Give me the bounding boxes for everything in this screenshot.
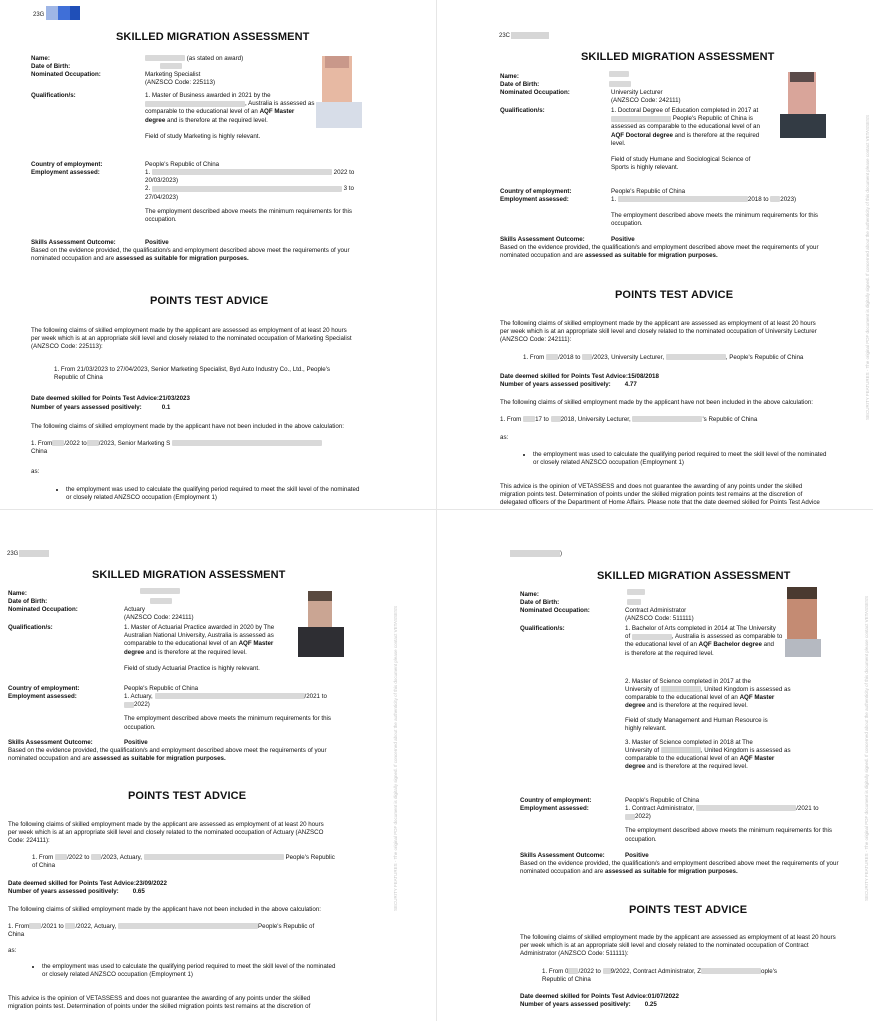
page-title: SKILLED MIGRATION ASSESSMENT: [116, 31, 310, 43]
logo-redacted: [34, 6, 80, 20]
claims-intro: The following claims of skilled employment made by the applicant are assessed as employment of at least 20 hours per week which is at an appropriate skill level and closely related to the nominated occupation of University Lecturer (ANZSCO Code: 242111):: [500, 320, 817, 344]
employment-text: 1. 2018 to 2023) The employment described above meets the minimum requirements for this occupation.: [611, 196, 819, 228]
points-test-title: POINTS TEST ADVICE: [629, 904, 748, 916]
occupation-value: University Lecturer: [611, 89, 663, 96]
employment-text: 1. Actuary, /2021 to 2022) The employment described above meets the minimum requirements for this occupation.: [124, 693, 332, 731]
country-label: Country of employment:: [500, 188, 572, 195]
name-label: Name:: [500, 73, 519, 80]
not-included-intro: The following claims of skilled employment made by the applicant have not been included in the above calculation:: [8, 906, 321, 913]
country-label: Country of employment:: [520, 797, 592, 804]
dob-label: Date of Birth:: [31, 63, 71, 70]
years-assessed: Number of years assessed positively: 4.77: [500, 381, 637, 388]
reference-number: 23C: [499, 32, 549, 41]
outcome-label: Skills Assessment Outcome:: [8, 739, 93, 746]
qualification-label: Qualification/s:: [8, 624, 53, 631]
page-title: SKILLED MIGRATION ASSESSMENT: [597, 570, 791, 582]
employment-label: Employment assessed:: [31, 169, 100, 176]
points-test-title: POINTS TEST ADVICE: [615, 289, 734, 301]
name-value-redacted: [140, 588, 180, 596]
qualification-text: 1. Master of Actuarial Practice awarded in 2020 by The Australian National University, Australia is assessed as comparable to the educational level of an AQF Master degree and is therefore at the required level. Field of study Actuarial Practice is highly relevant.: [124, 624, 275, 672]
reference-number: 23G: [7, 550, 49, 559]
outcome-value: Positive: [145, 239, 169, 246]
country-value: People's Republic of China: [124, 685, 199, 692]
security-side-note: SECURITY FEATURES - The original PDF document is digitally signed. If concerned about the authenticity of this document please contact VETASSESS: [865, 114, 870, 420]
document-page-contract-administrator: [437, 511, 873, 1021]
outcome-statement: Based on the evidence provided, the qualification/s and employment described above meet the requirements of your nominated occupation and are assessed as suitable for migration purposes.: [500, 244, 819, 260]
anzsco-code: (ANZSCO Code: 242111): [611, 97, 681, 104]
qualification-text: 1. Bachelor of Arts completed in 2014 at The University of , Australia is assessed as comparable to the educational level of an AQF Bachelor degree and is therefore at the required level. 2. Master of Science completed in 2017 at the University of , United Kingdom is assessed as comparable to the educational level of an AQF Master degree and is therefore at the required level. Field of study Management and Human Resource is highly relevant. 3. Master of Science completed in 2018 at The University of , United Kingdom is assessed as comparable to the educational level of an AQF Master degree and is therefore at the required level.: [625, 625, 791, 771]
reference-number: ): [509, 550, 562, 559]
name-label: Name:: [8, 590, 27, 597]
dob-label: Date of Birth:: [500, 81, 540, 88]
claims-intro: The following claims of skilled employment made by the applicant are assessed as employment of at least 20 hours per week which is at an appropriate skill level and closely related to the nominated occupation of Contract Administrator (ANZSCO Code: 511111):: [520, 934, 836, 958]
outcome-value: Positive: [625, 852, 649, 859]
name-label: Name:: [520, 591, 539, 598]
occupation-value: Actuary: [124, 606, 145, 613]
security-side-note: SECURITY FEATURES - The original PDF document is digitally signed. If concerned about the authenticity of this document please contact VETASSESS: [864, 595, 869, 901]
qualification-label: Qualification/s:: [520, 625, 565, 632]
bullet-list: • the employment was used to calculate the qualifying period required to meet the skill level of the nominated or closely related ANZSCO occupation (Employment 1): [519, 451, 859, 467]
outcome-statement: Based on the evidence provided, the qualification/s and employment described above meet the requirements of your nominated occupation and are assessed as suitable for migration purposes.: [8, 747, 327, 763]
outcome-statement: Based on the evidence provided, the qualification/s and employment described above meet the requirements of your nominated occupation and are assessed as suitable for migration purposes.: [31, 247, 350, 263]
outcome-value: Positive: [611, 236, 635, 243]
qualification-label: Qualification/s:: [500, 107, 545, 114]
applicant-photo-pixelated: [312, 52, 364, 128]
country-label: Country of employment:: [31, 161, 103, 168]
security-side-note: SECURITY FEATURES - The original PDF document is digitally signed. If concerned about the authenticity of this document please contact VETASSESS: [393, 605, 398, 911]
claim-item: 1. From 21/03/2023 to 27/04/2023, Senior Marketing Specialist, Byd Auto Industry Co., Ltd., People's Republic of China: [54, 366, 330, 382]
advice-disclaimer: This advice is the opinion of VETASSESS and does not guarantee the awarding of any points under the skilled migration points test. Determination of points under the skilled migration points test remains at the discretion of delegated officers of the Department of Home Affairs. Please note that the date deemed skilled for Points Test Advice: [500, 483, 820, 507]
dob-value-redacted: [627, 599, 641, 607]
years-assessed: Number of years assessed positively: 0.1: [31, 404, 171, 411]
document-page-university-lecturer: [437, 0, 873, 508]
occupation-label: Nominated Occupation:: [8, 606, 78, 613]
reference-number: 23G: [33, 12, 45, 18]
qualification-text: 1. Master of Business awarded in 2021 by the , Australia is assessed as comparable to the educational level of an AQF Master degree and is therefore at the required level. Field of study Marketing is highly relevant.: [145, 92, 315, 140]
occupation-label: Nominated Occupation:: [31, 71, 101, 78]
as-label: as:: [500, 434, 509, 441]
applicant-photo-pixelated: [783, 585, 823, 657]
deemed-skilled: Date deemed skilled for Points Test Advice:21/03/2023: [31, 395, 190, 402]
dob-value-redacted: [609, 81, 631, 89]
name-label: Name:: [31, 55, 50, 62]
document-page-marketing-specialist: [0, 0, 436, 508]
employment-label: Employment assessed:: [8, 693, 77, 700]
claims-intro: The following claims of skilled employment made by the applicant are assessed as employment of at least 20 hours per week which is at an appropriate skill level and closely related to the nominated occupation of Actuary (ANZSCO Code: 224111):: [8, 821, 324, 845]
claims-intro: The following claims of skilled employment made by the applicant are assessed as employment of at least 20 hours per week which is at an appropriate skill level and closely related to the nominated occupation of Marketing Specialist (ANZSCO Code: 225113):: [31, 327, 352, 351]
country-value: People's Republic of China: [625, 797, 700, 804]
employment-label: Employment assessed:: [520, 805, 589, 812]
qualification-label: Qualification/s:: [31, 92, 76, 99]
qualification-text: 1. Doctoral Degree of Education completed in 2017 at People's Republic of China is assessed as comparable to the educational level of an AQF Doctoral degree and is therefore at the required level. Field of study Humane and Sociological Science of Sports is highly relevant.: [611, 107, 760, 172]
outcome-value: Positive: [124, 739, 148, 746]
horizontal-divider: [0, 509, 873, 510]
deemed-skilled: Date deemed skilled for Points Test Advice:01/07/2022: [520, 993, 679, 1000]
name-value-redacted: [627, 589, 645, 597]
points-test-title: POINTS TEST ADVICE: [150, 295, 269, 307]
dob-value-redacted: [160, 63, 182, 71]
claim-item: 1. From 0 /2022 to 9/2022, Contract Administrator, Z ople's Republic of China: [542, 968, 778, 984]
points-test-title: POINTS TEST ADVICE: [128, 790, 247, 802]
outcome-label: Skills Assessment Outcome:: [31, 239, 116, 246]
page-title: SKILLED MIGRATION ASSESSMENT: [581, 51, 775, 63]
as-label: as:: [31, 468, 40, 475]
advice-disclaimer: This advice is the opinion of VETASSESS and does not guarantee the awarding of any points under the skilled migration points test. Determination of points under the skilled migration points test remains at the discretion of: [8, 995, 311, 1011]
dob-label: Date of Birth:: [8, 598, 48, 605]
outcome-label: Skills Assessment Outcome:: [500, 236, 585, 243]
employment-text: 1. Contract Administrator, /2021 to 2022) The employment described above meets the minimum requirements for this occupation.: [625, 805, 833, 843]
not-included-item: 1. From 17 to 2018, University Lecturer, 's Republic of China: [500, 416, 758, 423]
country-value: People's Republic of China: [611, 188, 686, 195]
dob-label: Date of Birth:: [520, 599, 560, 606]
occupation-label: Nominated Occupation:: [500, 89, 570, 96]
years-assessed: Number of years assessed positively: 0.25: [520, 1001, 657, 1008]
not-included-intro: The following claims of skilled employment made by the applicant have not been included in the above calculation:: [500, 399, 813, 406]
employment-text: 1. 2022 to 20/03/2023) 2. 3 to 27/04/2023) The employment described above meets the minimum requirements for this occupation.: [145, 169, 355, 223]
anzsco-code: (ANZSCO Code: 511111): [625, 615, 694, 622]
document-page-actuary: [0, 511, 436, 1021]
bullet-list: • the employment was used to calculate the qualifying period required to meet the skill level of the nominated or closely related ANZSCO occupation (Employment 1): [28, 963, 378, 979]
deemed-skilled: Date deemed skilled for Points Test Advice:15/08/2018: [500, 373, 659, 380]
claim-item: 1. From /2022 to /2023, Actuary, People's Republic of China: [32, 854, 335, 870]
applicant-photo-pixelated: [780, 70, 826, 138]
name-value-redacted: [609, 71, 629, 79]
as-label: as:: [8, 947, 17, 954]
country-value: People's Republic of China: [145, 161, 220, 168]
occupation-value: Contract Administrator: [625, 607, 687, 614]
name-value: (as stated on award): [145, 55, 243, 63]
not-included-intro: The following claims of skilled employment made by the applicant have not been included in the above calculation:: [31, 423, 344, 430]
claim-item: 1. From /2018 to /2023, University Lecturer, , People's Republic of China: [523, 354, 804, 361]
anzsco-code: (ANZSCO Code: 225113): [145, 79, 216, 86]
dob-value-redacted: [150, 598, 172, 606]
outcome-statement: Based on the evidence provided, the qualification/s and employment described above meet the requirements of your nominated occupation and are assessed as suitable for migration purposes.: [520, 860, 839, 876]
employment-label: Employment assessed:: [500, 196, 569, 203]
years-assessed: Number of years assessed positively: 0.65: [8, 888, 145, 895]
deemed-skilled: Date deemed skilled for Points Test Advice:23/09/2022: [8, 880, 167, 887]
bullet-list: • the employment was used to calculate the qualifying period required to meet the skill level of the nominated or closely related ANZSCO occupation (Employment 1): [52, 486, 392, 502]
outcome-label: Skills Assessment Outcome:: [520, 852, 605, 859]
occupation-label: Nominated Occupation:: [520, 607, 590, 614]
occupation-value: Marketing Specialist: [145, 71, 201, 78]
applicant-photo-pixelated: [296, 589, 346, 657]
not-included-item: 1. From /2021 to /2022, Actuary, People's Republic of China: [8, 923, 315, 939]
page-title: SKILLED MIGRATION ASSESSMENT: [92, 569, 286, 581]
anzsco-code: (ANZSCO Code: 224111): [124, 614, 194, 621]
not-included-item: 1. From /2022 to /2023, Senior Marketing S China: [31, 440, 411, 456]
country-label: Country of employment:: [8, 685, 80, 692]
